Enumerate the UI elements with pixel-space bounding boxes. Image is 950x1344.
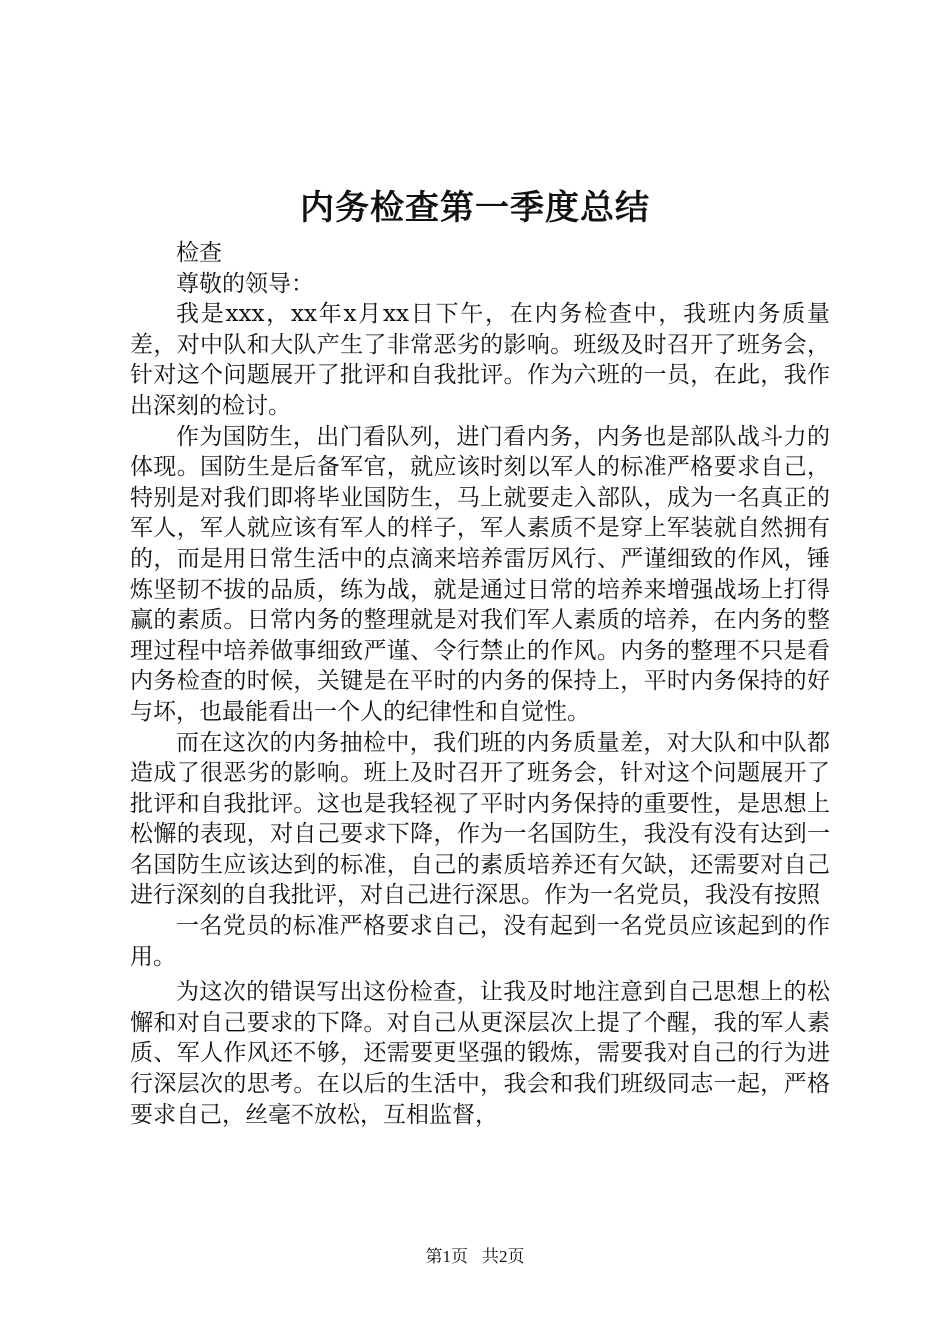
page-number: 第1页 bbox=[425, 1247, 468, 1266]
paragraph-3: 而在这次的内务抽检中，我们班的内务质量差，对大队和中队都造成了很恶劣的影响。班上及时召开了班务会，针对这个问题展开了批评和自我批评。这也是我轻视了平时内务保持的重要性，是思想上松懈的表现，对自己要求下降，作为一名国防生，我没有没有达到一名国防生应该达到的标准，自己的素质培养还有欠缺，还需要对自己进行深刻的自我批评，对自己进行深思。作为一名党员，我没有按照 bbox=[130, 729, 830, 909]
document-title: 内务检查第一季度总结 bbox=[300, 188, 650, 228]
paragraph-salutation: 尊敬的领导： bbox=[176, 270, 314, 297]
paragraph-1: 我是xxx，xx年x月xx日下午，在内务检查中，我班内务质量差，对中队和大队产生了非常恶劣的影响。班级及时召开了班务会，针对这个问题展开了批评和自我批评。作为六班的一员，在此，我作出深刻的检讨。 bbox=[130, 301, 830, 419]
page-footer bbox=[0, 1242, 950, 1267]
paragraph-subject: 检查 bbox=[176, 240, 222, 266]
paragraph-5: 为这次的错误写出这份检查，让我及时地注意到自己思想上的松懈和对自己要求的下降。对自己从更深层次上提了个醒，我的军人素质、军人作风还不够，还需要更坚强的锻炼，需要我对自己的行为进行深层次的思考。在以后的生活中，我会和我们班级同志一起，严格要求自己，丝毫不放松，互相监督， bbox=[130, 979, 830, 1128]
paragraph-2: 作为国防生，出门看队列，进门看内务，内务也是部队战斗力的体现。国防生是后备军官，就应该时刻以军人的标准严格要求自己，特别是对我们即将毕业国防生，马上就要走入部队，成为一名真正的军人，军人就应该有军人的样子，军人素质不是穿上军装就自然拥有的，而是用日常生活中的点滴来培养雷厉风行、严谨细致的作风，锤炼坚韧不拔的品质，练为战，就是通过日常的培养来增强战场上打得赢的素质。日常内务的整理就是对我们军人素质的培养，在内务的整理过程中培养做事细致严谨、令行禁止的作风。内务的整理不只是看内务检查的时候，关键是在平时的内务的保持上，平时内务保持的好与坏，也最能看出一个人的纪律性和自觉性。 bbox=[130, 423, 830, 725]
paragraph-4: 一名党员的标准严格要求自己，没有起到一名党员应该起到的作用。 bbox=[130, 913, 830, 970]
page-total: 共2页 bbox=[482, 1247, 525, 1266]
document-body bbox=[130, 238, 830, 1130]
